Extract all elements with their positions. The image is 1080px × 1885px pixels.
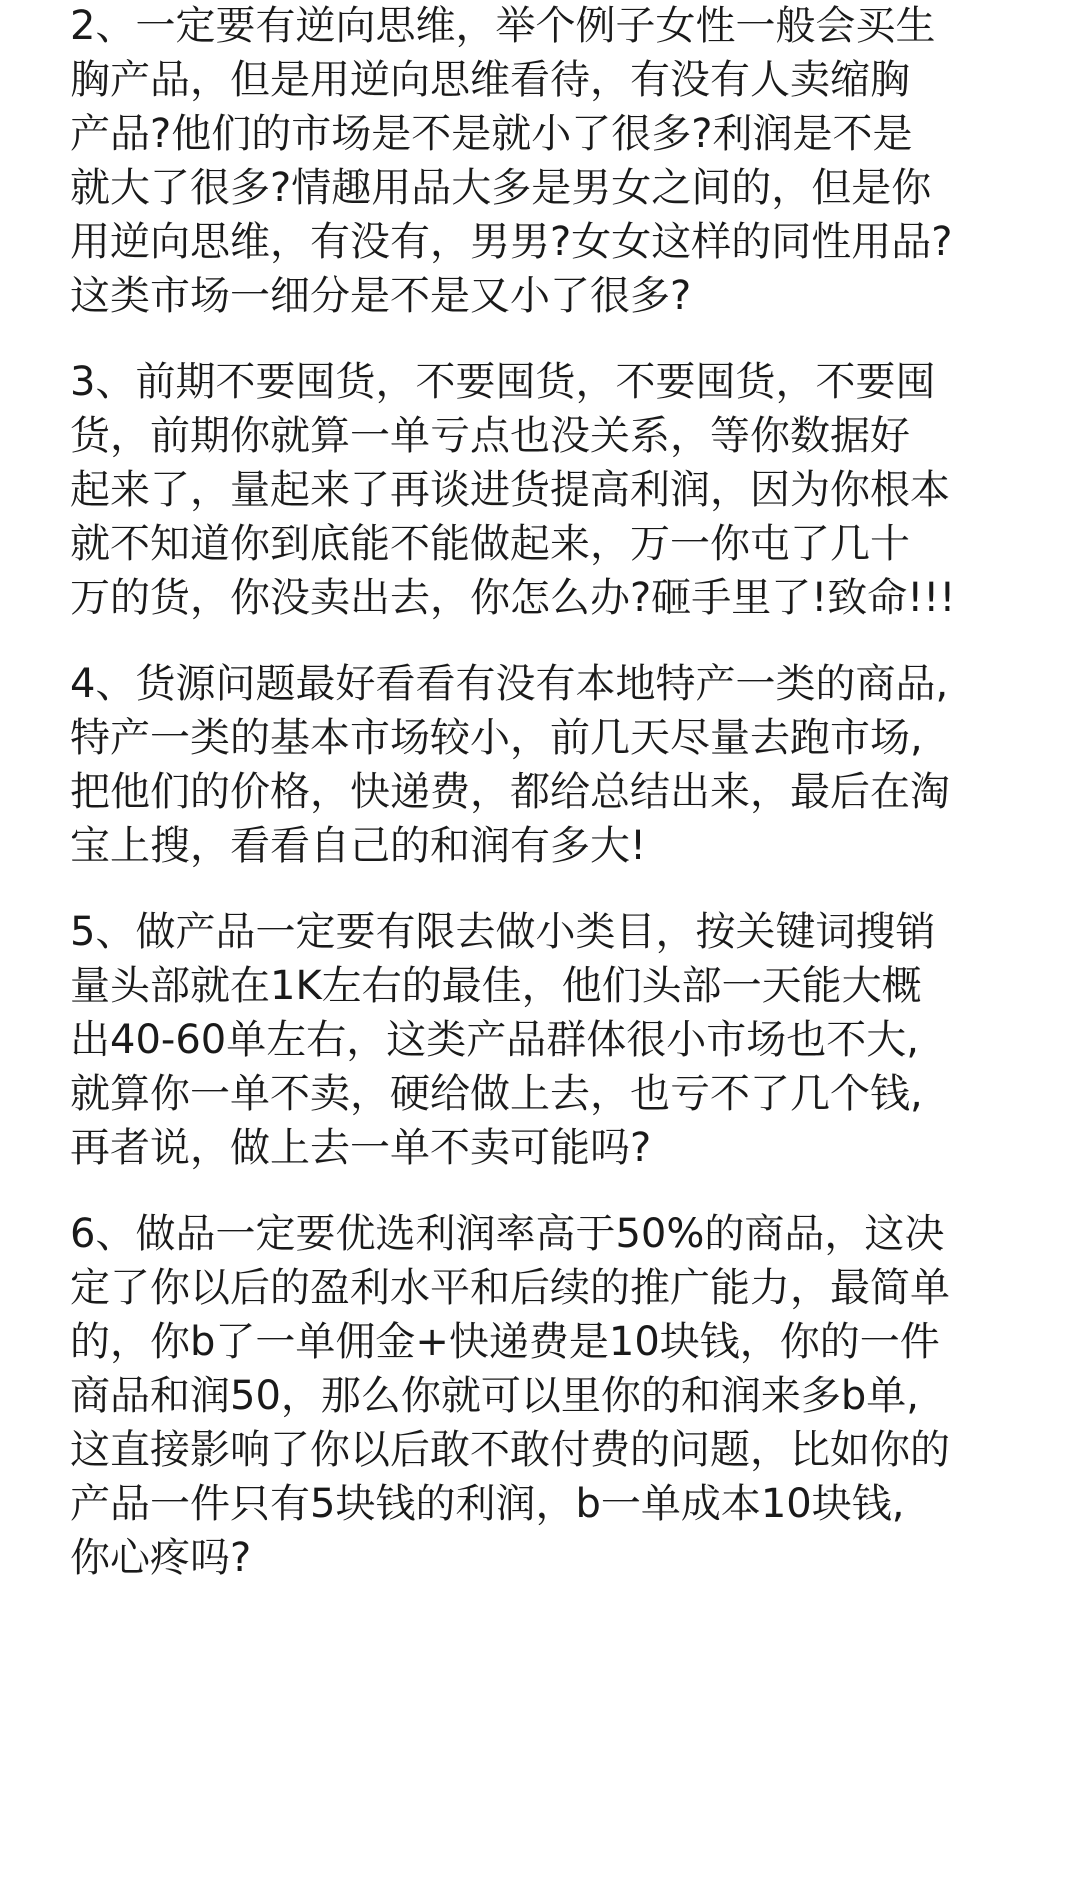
paragraph-6-line-2: 定了你以后的盈利水平和后续的推广能力，最简单: [70, 1265, 950, 1311]
paragraph-2-line-4: 就大了很多?情趣用品大多是男女之间的，但是你: [70, 165, 932, 211]
paragraph-3-line-3: 起来了，量起来了再谈进货提高利润，因为你根本: [70, 467, 950, 513]
paragraph-2-line-5: 用逆向思维，有没有，男男?女女这样的同性用品?: [70, 219, 953, 265]
paragraph-2-line-2: 胸产品，但是用逆向思维看待，有没有人卖缩胸: [70, 57, 910, 103]
paragraph-3-line-4: 就不知道你到底能不能做起来，万一你屯了几十: [70, 521, 910, 567]
paragraph-4-line-4: 宝上搜，看看自己的和润有多大!: [70, 823, 647, 869]
paragraph-6-line-5: 这直接影响了你以后敢不敢付费的问题，比如你的: [70, 1427, 950, 1473]
paragraph-2-line-3: 产品?他们的市场是不是就小了很多?利润是不是: [70, 111, 913, 157]
paragraph-4-line-2: 特产一类的基本市场较小，前几天尽量去跑市场,: [70, 715, 923, 761]
paragraph-5-line-3: 出40-60单左右，这类产品群体很小市场也不大,: [70, 1017, 919, 1063]
paragraph-6-line-4: 商品和润50，那么你就可以里你的和润来多b单,: [70, 1373, 920, 1419]
paragraph-4-line-3: 把他们的价格，快递费，都给总结出来，最后在淘: [70, 769, 950, 815]
paragraph-3-line-5: 万的货，你没卖出去，你怎么办?砸手里了!致命!!!: [70, 575, 956, 621]
paragraph-6-line-7: 你心疼吗?: [70, 1535, 252, 1581]
paragraph-6-line-1: 6、做品一定要优选利润率高于50%的商品，这决: [70, 1211, 945, 1257]
paragraph-6-line-3: 的，你b了一单佣金+快递费是10块钱，你的一件: [70, 1319, 940, 1365]
paragraph-2-line-1: 2、一定要有逆向思维，举个例子女性一般会买生: [70, 3, 936, 49]
paragraph-5-line-5: 再者说，做上去一单不卖可能吗?: [70, 1125, 652, 1171]
paragraph-5-line-1: 5、做产品一定要有限去做小类目，按关键词搜销: [70, 909, 936, 955]
paragraph-2-line-6: 这类市场一细分是不是又小了很多?: [70, 273, 692, 319]
paragraph-5-line-4: 就算你一单不卖，硬给做上去，也亏不了几个钱,: [70, 1071, 923, 1117]
paragraph-4-line-1: 4、货源问题最好看看有没有本地特产一类的商品,: [70, 661, 949, 707]
paragraph-3-line-2: 货，前期你就算一单亏点也没关系，等你数据好: [70, 413, 910, 459]
paragraph-3-line-1: 3、前期不要囤货，不要囤货，不要囤货，不要囤: [70, 359, 936, 405]
paragraph-6-line-6: 产品一件只有5块钱的利润，b一单成本10块钱,: [70, 1481, 905, 1527]
paragraph-5-line-2: 量头部就在1K左右的最佳，他们头部一天能大概: [70, 963, 922, 1009]
